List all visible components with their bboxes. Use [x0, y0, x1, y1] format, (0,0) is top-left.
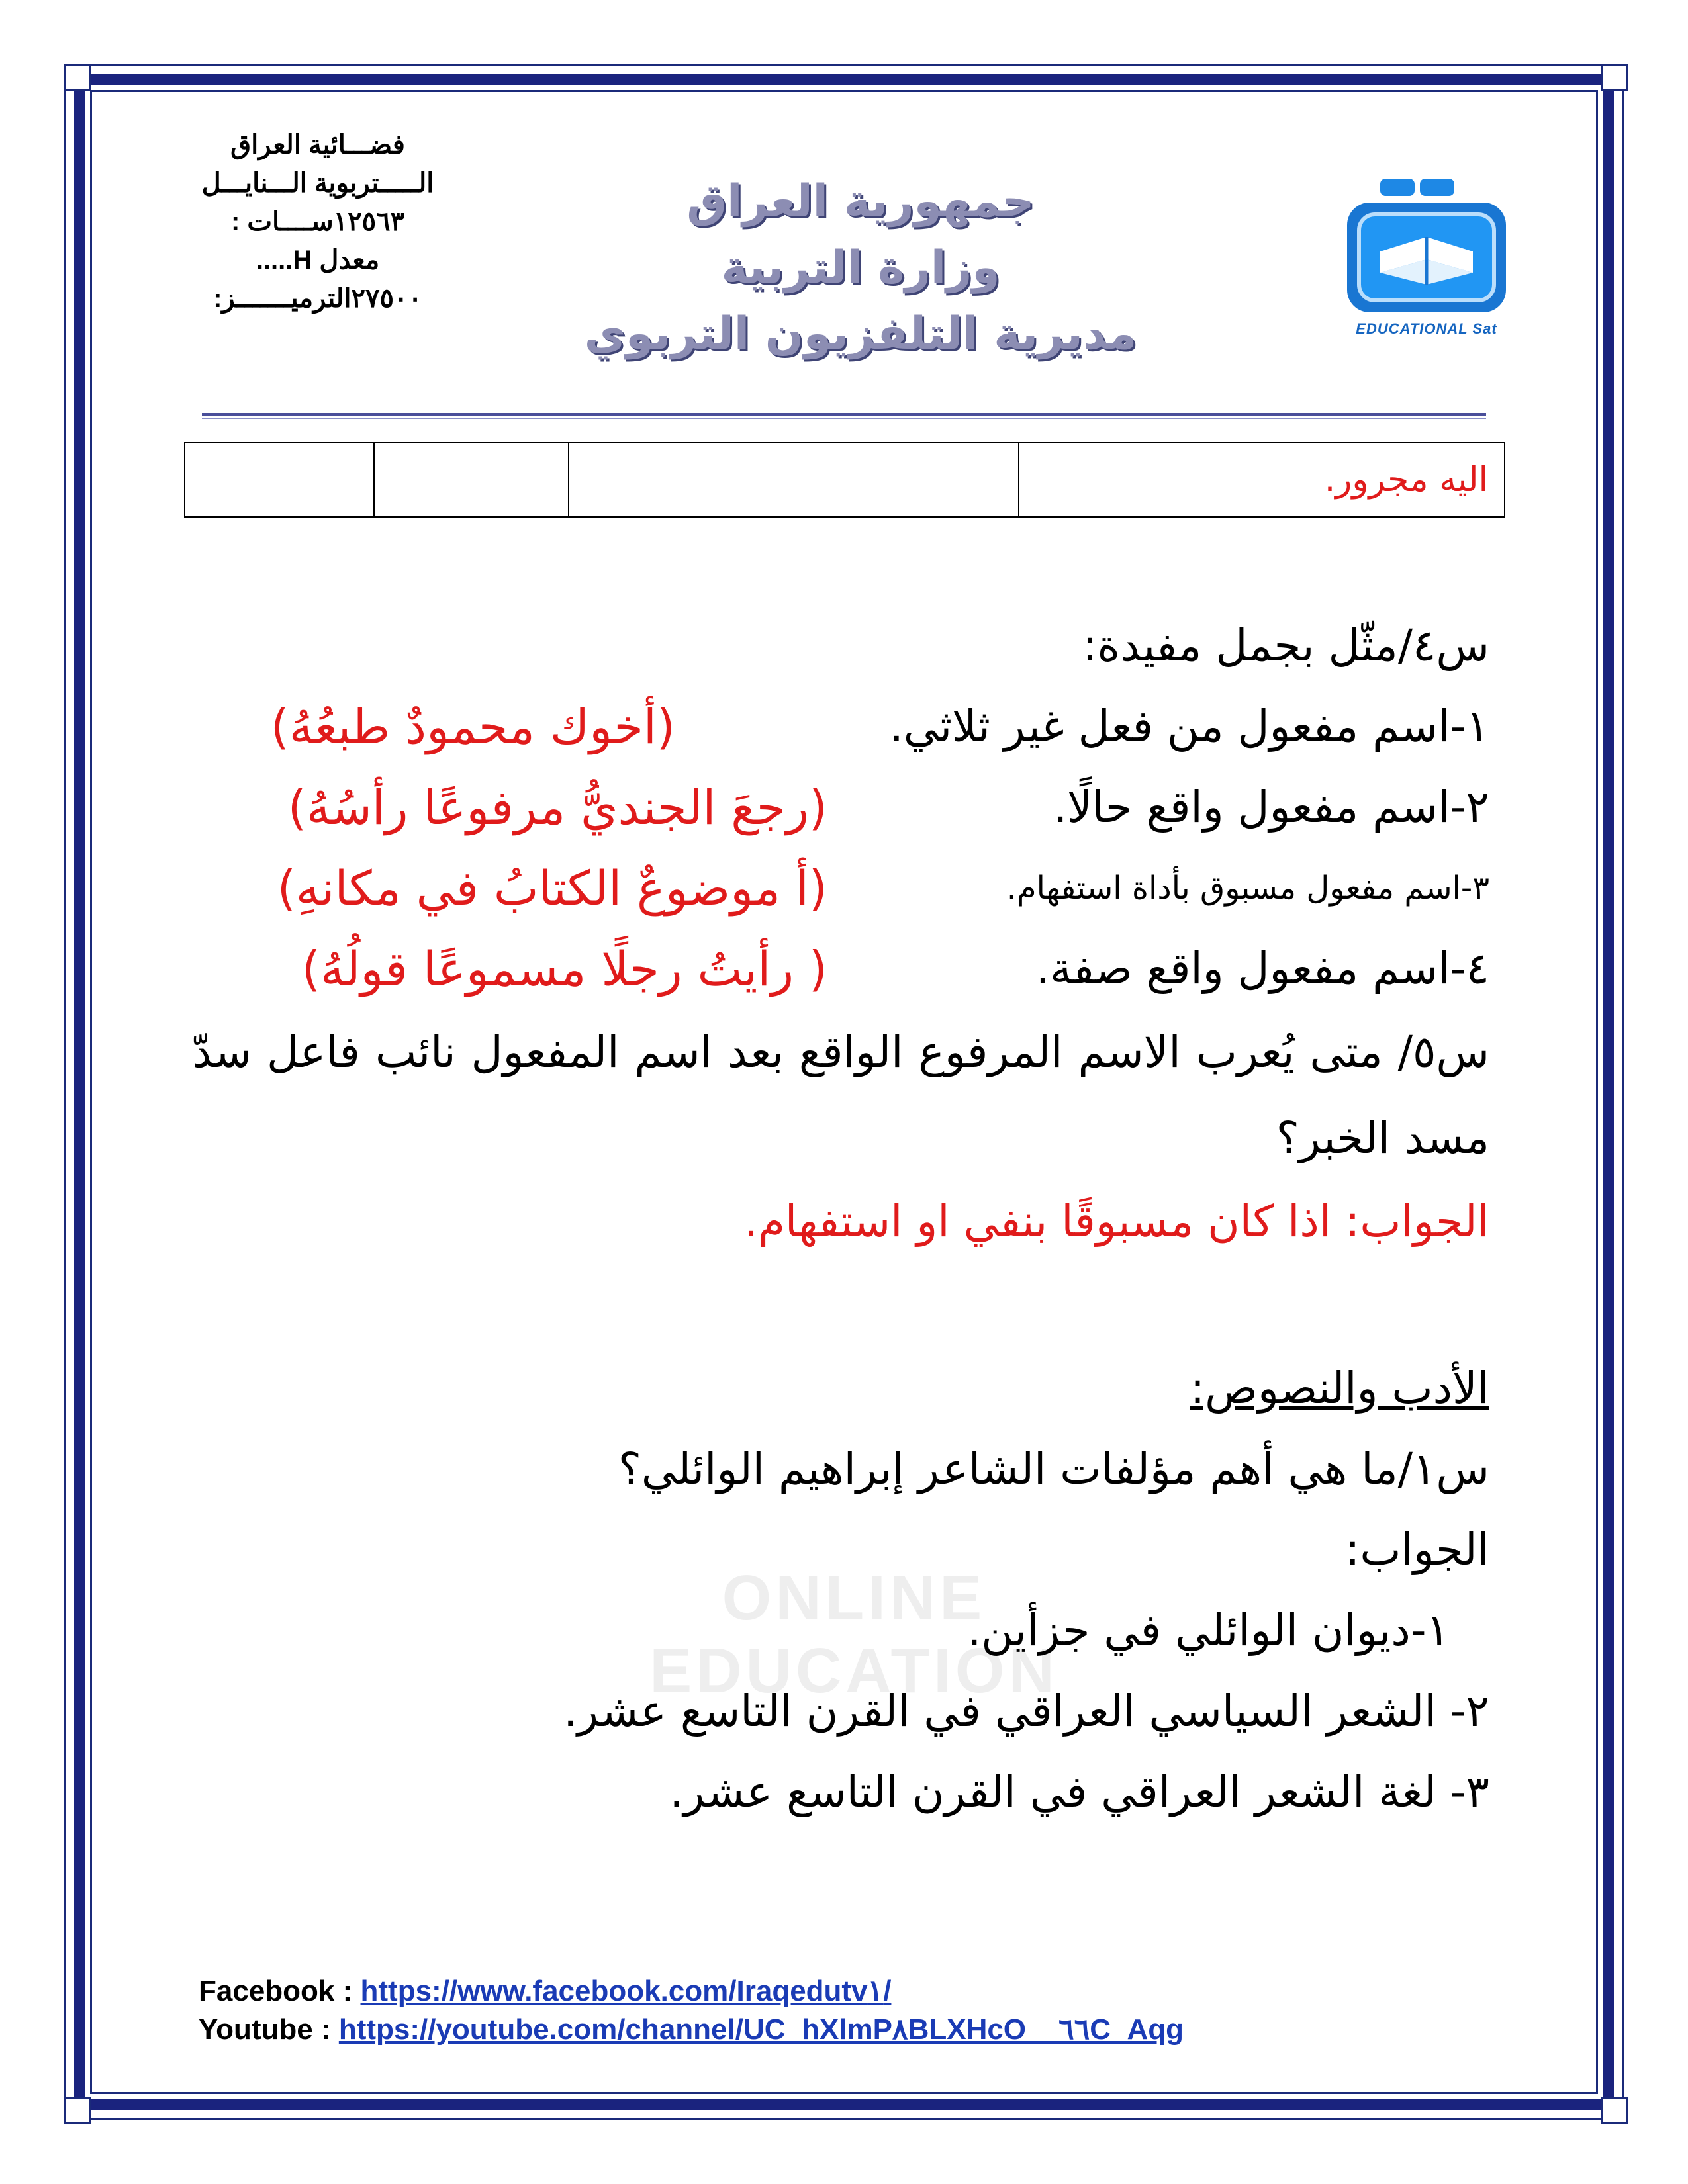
q5-question: س٥/ متى يُعرب الاسم المرفوع الواقع بعد اسم المفعول نائب فاعل سدّ مسد الخبر؟	[192, 1026, 1489, 1163]
frame-corner	[1601, 2097, 1628, 2124]
example-answer: ( رأيتُ رجلًا مسموعًا قولُهُ)	[301, 941, 827, 997]
educational-sat-logo	[1334, 173, 1519, 339]
youtube-label: Youtube :	[199, 2013, 331, 2046]
ministry-title	[569, 169, 1152, 367]
content	[192, 606, 1489, 1833]
example-answer: (رجعَ الجنديُّ مرفوعًا رأسُهُ)	[287, 780, 827, 835]
example-question: ٤-اسم مفعول واقع صفة.	[1035, 943, 1489, 994]
channel-info-line: ١٢٥٦٣ســــات :	[230, 207, 405, 236]
facebook-label: Facebook :	[199, 1975, 353, 2007]
logo-text: EDUCATIONAL Sat	[1356, 320, 1497, 337]
table-cell-text: اليه مجرور.	[1019, 443, 1505, 517]
ministry-line: جمهورية العراق	[686, 175, 1035, 228]
example-row	[192, 767, 1489, 848]
youtube-row	[199, 2011, 1184, 2049]
frame-corner	[64, 2097, 91, 2124]
channel-info	[132, 126, 503, 318]
footer-links	[199, 1972, 1184, 2049]
example-question: ١-اسم مفعول من فعل غير ثلاثي.	[889, 701, 1489, 752]
example-answer: (أخوك محمودٌ طبعُهُ)	[270, 699, 675, 754]
channel-info-line: ٢٧٥٠٠الترميـــــــز:	[213, 284, 422, 313]
header-divider-thin	[202, 418, 1486, 419]
book-tv-icon	[1334, 173, 1519, 319]
example-row	[192, 929, 1489, 1009]
channel-info-line: فضـــائية العراق	[230, 130, 405, 159]
channel-info-line: الـــــتربوية الـــنايـــل	[201, 169, 434, 198]
example-question: ٢-اسم مفعول واقع حالًا.	[1053, 782, 1489, 833]
answer-item: ٢- الشعر السياسي العراقي في القرن التاسع عشر.	[563, 1686, 1489, 1737]
literature-heading: الأدب والنصوص:	[1190, 1363, 1489, 1414]
answer-label: الجواب:	[1345, 1524, 1489, 1575]
table-cell	[374, 443, 569, 517]
example-question: ٣-اسم مفعول مسبوق بأداة استفهام.	[1006, 870, 1489, 907]
frame-corner	[1601, 64, 1628, 91]
facebook-link[interactable]: https://www.facebook.com/Iraqedutv١/	[360, 1975, 892, 2007]
ministry-line: مديرية التلفزيون التربوي	[584, 308, 1137, 360]
watermark: ONLINE EDUCATION	[649, 1563, 1058, 1706]
table-cell	[185, 443, 374, 517]
table-cell	[569, 443, 1019, 517]
facebook-row	[199, 1972, 1184, 2011]
channel-info-line: معدل H.....	[256, 246, 380, 275]
header-divider	[202, 413, 1486, 416]
literature-question: س١/ما هي أهم مؤلفات الشاعر إبراهيم الوائلي؟	[618, 1443, 1489, 1494]
ministry-line: وزارة التربية	[721, 242, 1000, 294]
q4-title: س٤/مثّل بجمل مفيدة:	[1082, 620, 1489, 671]
q5-answer: الجواب: اذا كان مسبوقًا بنفي او استفهام.	[744, 1196, 1489, 1247]
example-answer: (أ موضوعٌ الكتابُ في مكانهِ)	[277, 860, 827, 916]
example-row	[192, 686, 1489, 767]
youtube-link[interactable]: https://youtube.com/channel/UC_hXlmP٨BLXHcO__٦٦C_Aqg	[338, 2013, 1184, 2046]
spacer	[192, 1262, 1489, 1348]
answer-item: ١-ديوان الوائلي في جزأين.	[967, 1605, 1450, 1656]
frame-corner	[64, 64, 91, 91]
info-table	[184, 442, 1505, 518]
example-row	[192, 848, 1489, 929]
answer-item: ٣- لغة الشعر العراقي في القرن التاسع عشر.	[669, 1766, 1489, 1817]
